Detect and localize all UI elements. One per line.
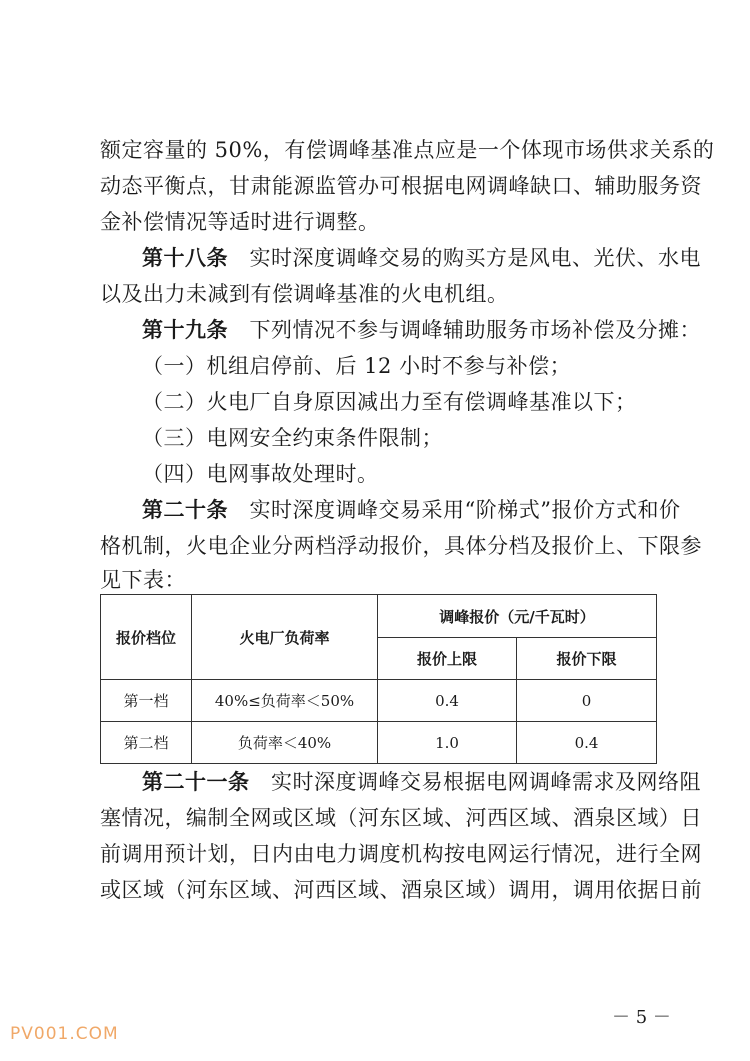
cell-lower: 0 — [517, 680, 657, 722]
cell-lower: 0.4 — [517, 722, 657, 764]
article-label: 第二十一条 — [142, 770, 250, 794]
header-upper: 报价上限 — [378, 638, 517, 680]
list-item: （一）机组启停前、后 12 小时不参与补偿； — [142, 354, 572, 378]
article-text: 实时深度调峰交易采用“阶梯式”报价方式和价 — [249, 498, 681, 522]
paragraph-line: 格机制，火电企业分两档浮动报价，具体分档及报价上、下限参 — [100, 534, 702, 558]
header-level: 报价档位 — [101, 595, 192, 680]
cell-upper: 0.4 — [378, 680, 517, 722]
article-18-line — [142, 243, 701, 273]
paragraph-line: 见下表： — [100, 568, 186, 592]
watermark: PV001.COM — [10, 1024, 119, 1044]
paragraph-line: 动态平衡点，甘肃能源监管办可根据电网调峰缺口、辅助服务资 — [100, 174, 702, 198]
article-label: 第十九条 — [142, 318, 228, 342]
cell-level: 第一档 — [101, 680, 192, 722]
article-21-line — [142, 767, 701, 797]
paragraph-line: 额定容量的 50%，有偿调峰基准点应是一个体现市场供求关系的 — [100, 138, 715, 162]
paragraph-line: 塞情况，编制全网或区域（河东区域、河西区域、酒泉区域）日 — [100, 806, 702, 830]
cell-upper: 1.0 — [378, 722, 517, 764]
paragraph-line: 或区域（河东区域、河西区域、酒泉区域）调用，调用依据日前 — [100, 878, 702, 902]
list-item: （三）电网安全约束条件限制； — [142, 426, 443, 450]
paragraph-line: 以及出力未减到有偿调峰基准的火电机组。 — [100, 282, 509, 306]
article-label: 第二十条 — [142, 498, 228, 522]
price-table — [100, 594, 657, 764]
list-item: （二）火电厂自身原因减出力至有偿调峰基准以下； — [142, 390, 637, 414]
cell-load: 40%≤负荷率＜50% — [192, 680, 378, 722]
page-number: － 5 － — [612, 1007, 671, 1028]
cell-level: 第二档 — [101, 722, 192, 764]
article-text: 下列情况不参与调峰辅助服务市场补偿及分摊： — [249, 318, 701, 342]
article-text: 实时深度调峰交易的购买方是风电、光伏、水电 — [249, 246, 701, 270]
paragraph-line: 前调用预计划，日内由电力调度机构按电网运行情况，进行全网 — [100, 842, 702, 866]
header-load: 火电厂负荷率 — [192, 595, 378, 680]
list-item: （四）电网事故处理时。 — [142, 462, 379, 486]
article-label: 第十八条 — [142, 246, 228, 270]
article-19-line — [142, 315, 701, 345]
article-20-line — [142, 495, 680, 525]
header-price: 调峰报价（元/千瓦时） — [378, 595, 657, 638]
header-lower: 报价下限 — [517, 638, 657, 680]
paragraph-line: 金补偿情况等适时进行调整。 — [100, 210, 380, 234]
article-text: 实时深度调峰交易根据电网调峰需求及网络阻 — [271, 770, 701, 794]
table-row — [101, 722, 657, 764]
table-row — [101, 680, 657, 722]
cell-load: 负荷率＜40% — [192, 722, 378, 764]
